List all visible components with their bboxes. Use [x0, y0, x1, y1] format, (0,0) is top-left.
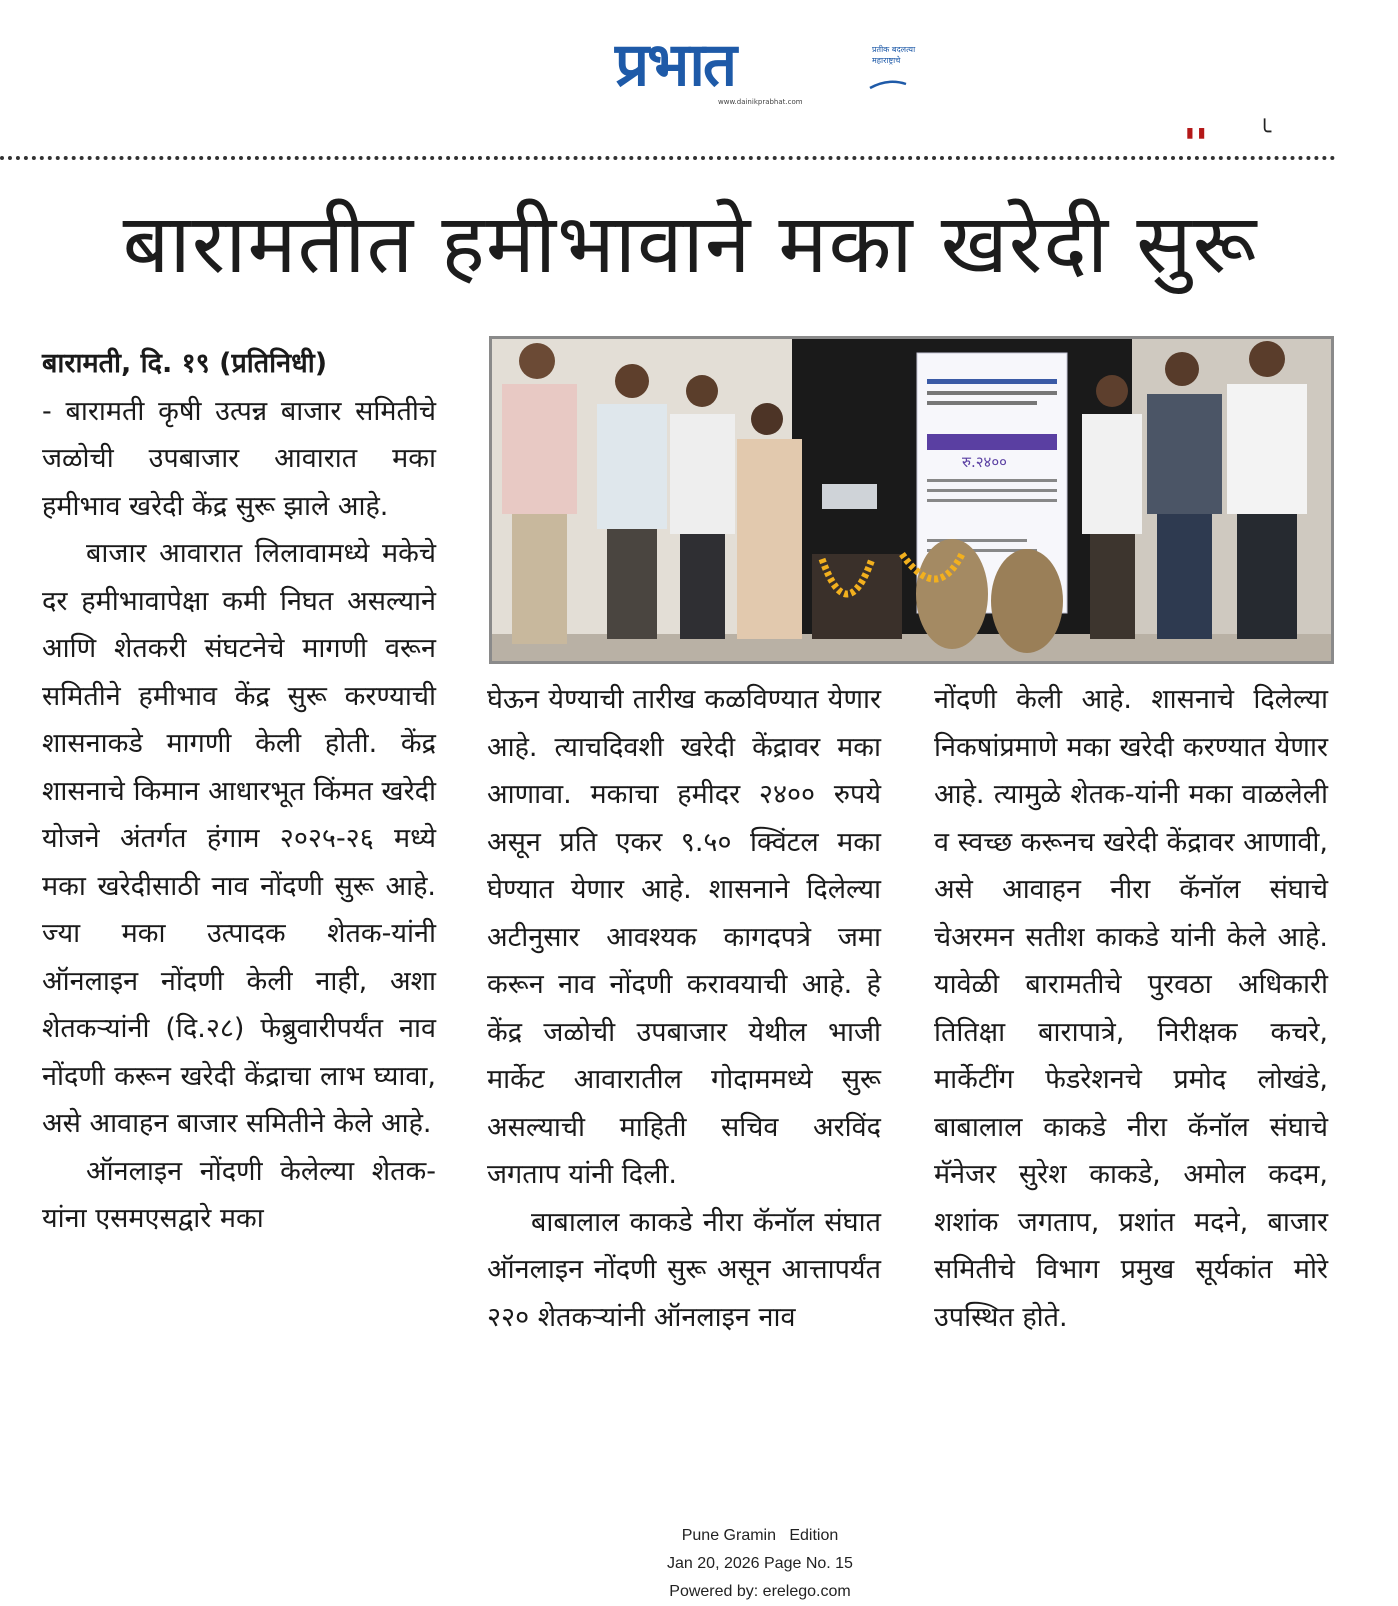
powered-by: Powered by: erelego.com [669, 1583, 851, 1600]
website-url: www.dainikprabhat.com [718, 98, 803, 106]
dateline: बारामती, दि. १९ (प्रतिनिधी) [42, 348, 328, 379]
headline: बारामतीत हमीभावाने मका खरेदी सुरू [122, 197, 1258, 292]
corner-mark: ╰ [1258, 120, 1272, 145]
news-photo [489, 336, 1334, 664]
article-column-3 [934, 676, 1328, 1341]
newspaper-logo: प्रभात [615, 30, 736, 100]
paragraph: बाजार आवारात लिलावामध्ये मकेचे दर हमीभावापेक्षा कमी निघत असल्याने आणि शेतकरी संघटनेचे मागणी वरून समितीने हमीभाव केंद्र सुरू करण्याची शासनाकडे मागणी केली होती. केंद्र शासनाचे किमान आधारभूत किंमत खरेदी योजने अंतर्गत हंगाम २०२५-२६ मध्ये मका खरेदीसाठी नाव नोंदणी सुरू आहे. ज्या मका उत्पादक शेतक-यांनी ऑनलाइन नोंदणी केली नाही, अशा शेतकऱ्यांनी (दि.२८) फेब्रुवारीपर्यंत नाव नोंदणी करून खरेदी केंद्राचा लाभ घ्यावा, असे आवाहन बाजार समितीने केले आहे. [42, 538, 436, 1139]
paragraph: बाबालाल काकडे नीरा कॅनॉल संघात ऑनलाइन नोंदणी सुरू असून आत्तापर्यंत २२० शेतकऱ्यांनी ऑनलाइन नाव [487, 1206, 881, 1333]
red-marks: ▮▮ [1186, 125, 1210, 141]
swoosh-icon [868, 80, 908, 90]
photo-illustration [492, 339, 1331, 661]
banner-price: रु.२४०० [962, 453, 1007, 471]
paragraph: नोंदणी केली आहे. शासनाचे दिलेल्या निकषांप्रमाणे मका खरेदी करण्यात येणार आहे. त्यामुळे शेतक-यांनी मका वाळलेली व स्वच्छ करूनच खरेदी केंद्रावर आणावी, असे आवाहन नीरा कॅनॉल संघाचे चेअरमन सतीश काकडे यांनी केले आहे. यावेळी बारामतीचे पुरवठा अधिकारी तितिक्षा बारापात्रे, निरीक्षक कचरे, मार्केटींग फेडरेशनचे प्रमोद लोखंडे, बाबालाल काकडे नीरा कॅनॉल संघाचे मॅनेजर सुरेश काकडे, अमोल कदम, शशांक जगताप, प्रशांत मदने, बाजार समितीचे विभाग प्रमुख सूर्यकांत मोरे उपस्थित होते. [934, 684, 1328, 1333]
article-column-2 [487, 676, 881, 1341]
masthead [0, 18, 1398, 118]
paragraph: घेऊन येण्याची तारीख कळविण्यात येणार आहे. त्याचदिवशी खरेदी केंद्रावर मका आणावा. मकाचा हमीदर २४०० रुपये असून प्रति एकर ९.५० क्विंटल मका घेण्यात येणार आहे. शासनाने दिलेल्या अटीनुसार आवश्यक कागदपत्रे जमा करून नाव नोंदणी करावयाची आहे. हे केंद्र जळोची उपबाजार येथील भाजी मार्केट आवारातील गोदाममध्ये सुरू असल्याची माहिती सचिव अरविंद जगताप यांनी दिली. [487, 684, 881, 1190]
edition-footer [560, 1522, 960, 1606]
article-column-1 [42, 340, 436, 1243]
lead-paragraph: - बारामती कृषी उत्पन्न बाजार समितीचे जळोची उपबाजार आवारात मका हमीभाव खरेदी केंद्र सुरू झाले आहे. [42, 395, 436, 522]
logo-tagline: प्रतीक बदलत्या महाराष्ट्राचे [872, 45, 916, 65]
paragraph: ऑनलाइन नोंदणी केलेल्या शेतक-यांना एसमएसद्वारे मका [42, 1155, 436, 1234]
edition-date-page: Jan 20, 2026 Page No. 15 [667, 1555, 853, 1572]
dotted-divider [0, 156, 1336, 160]
edition-name: Pune Gramin Edition [681, 1527, 839, 1544]
